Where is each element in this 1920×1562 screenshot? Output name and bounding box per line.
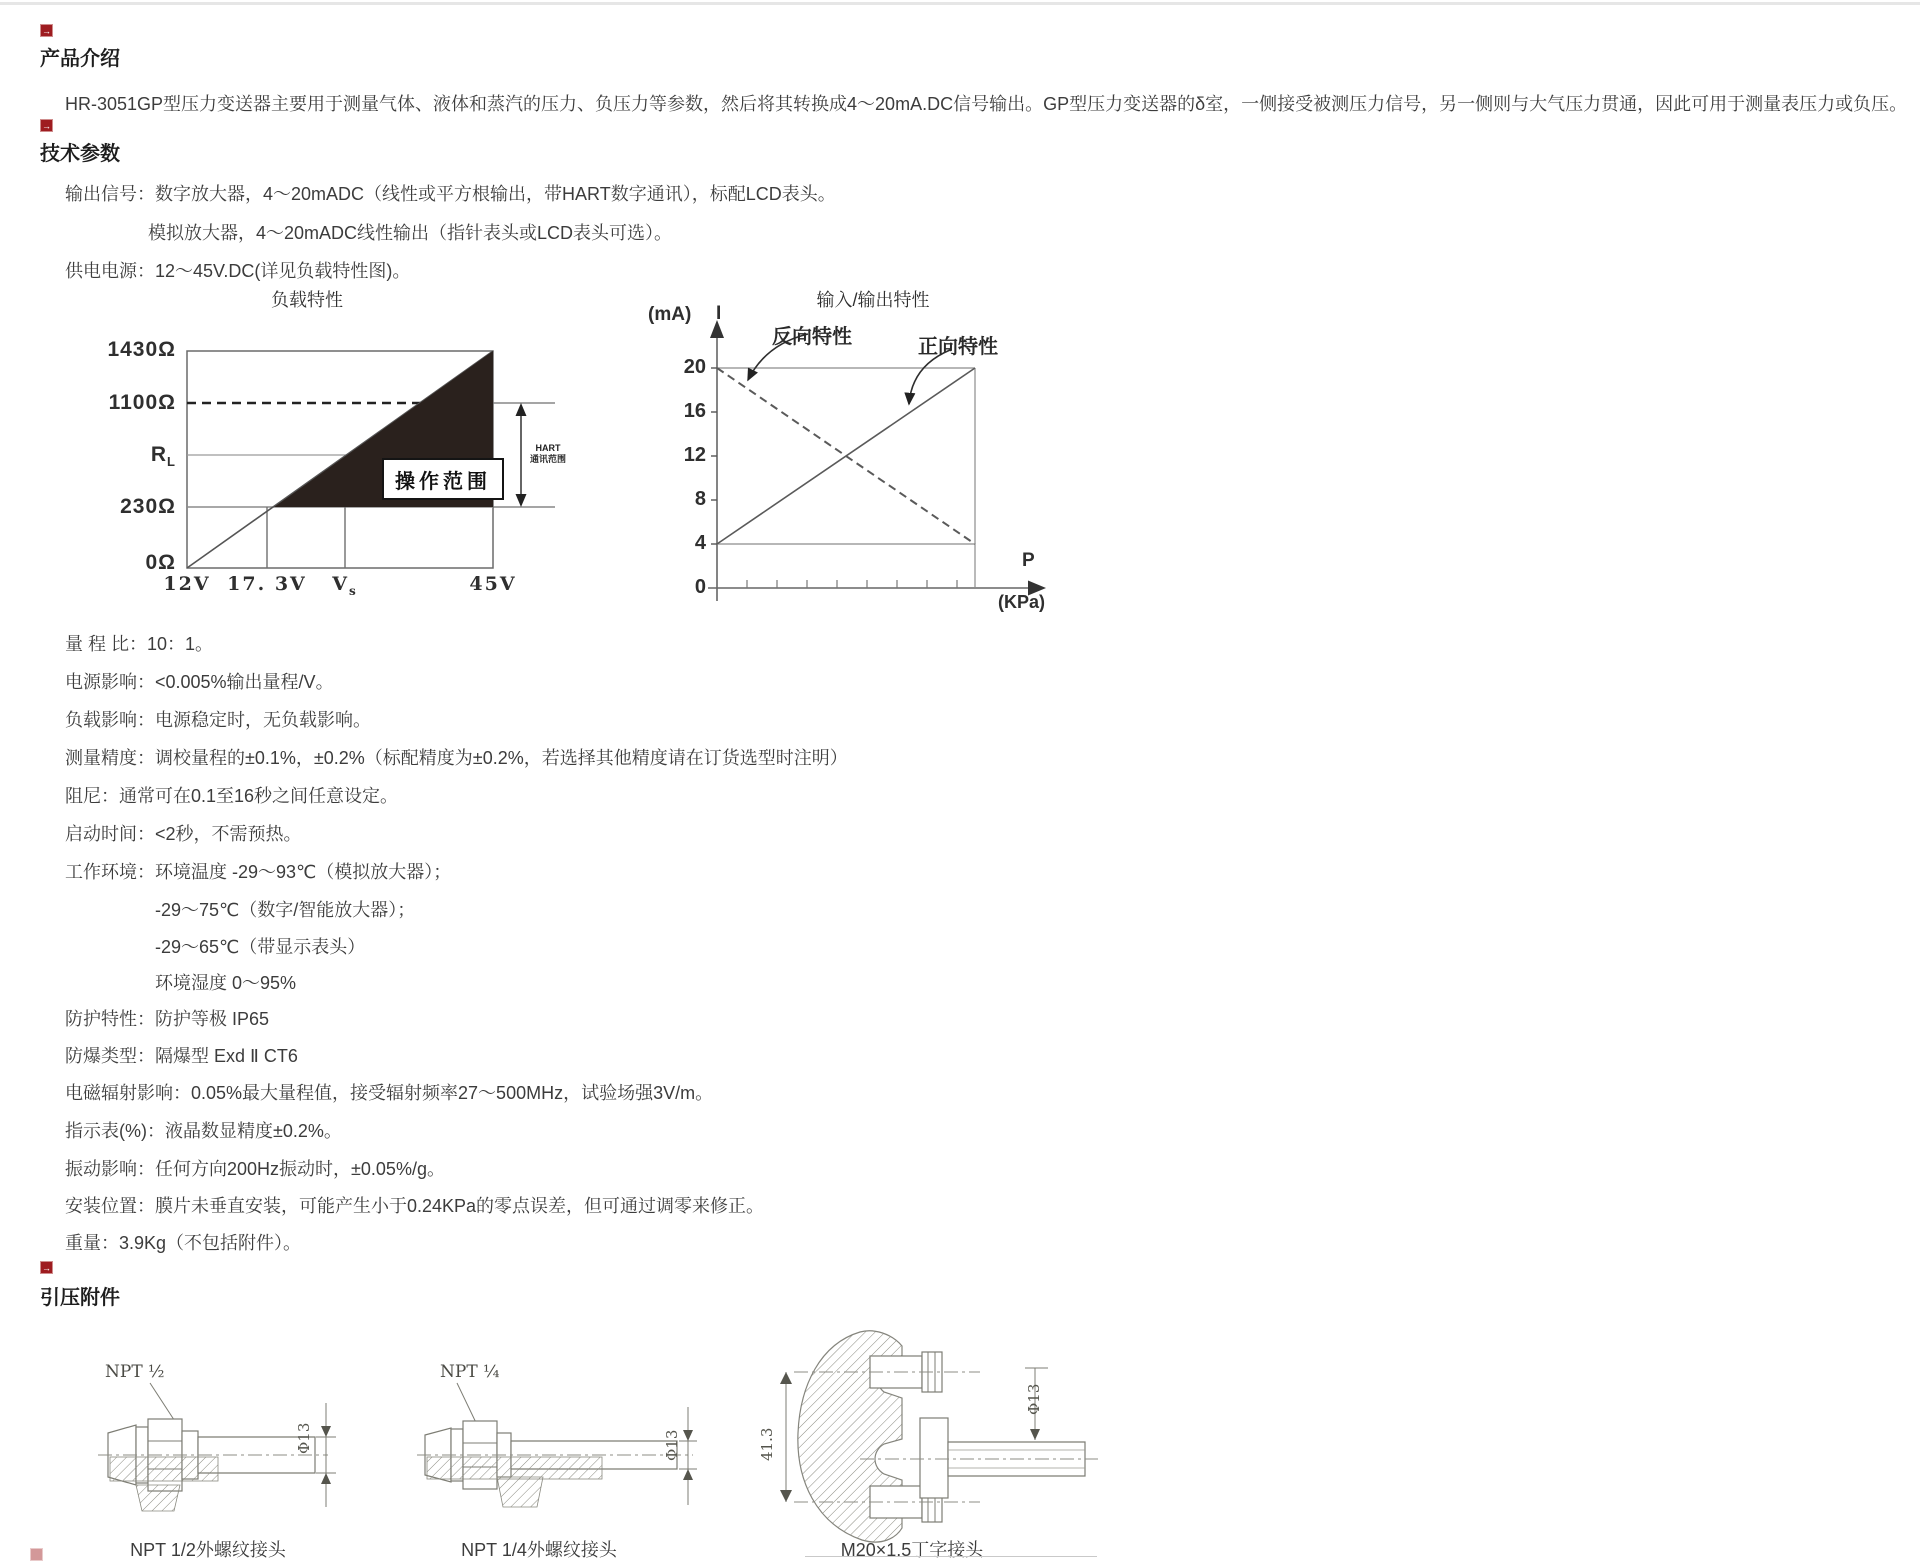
arrow-icon: → [42, 121, 51, 131]
load-ytick-0: 0Ω [145, 551, 176, 574]
spec-line: 电磁辐射影响：0.05%最大量程值，接受辐射频率27～500MHz，试验场强3V/m。 [65, 1083, 714, 1103]
load-chart-title: 负载特性 [271, 290, 343, 310]
spec-line: 振动影响：任何方向200Hz振动时，±0.05%/g。 [65, 1159, 445, 1179]
section-title-tech: 技术参数 [40, 143, 120, 165]
section-marker-icon [40, 24, 53, 37]
intro-paragraph: HR-3051GP型压力变送器主要用于测量气体、液体和蒸汽的压力、负压力等参数，然后将其转换成4～20mA.DC信号输出。GP型压力变送器的δ室，一侧接受被测压力信号，另一侧则与大气压力贯通，因此可用于测量表压力或负压。 [65, 94, 1908, 114]
page-top-rule [0, 2, 1920, 5]
diameter-dimension: Φ13 [1025, 1383, 1043, 1415]
section-marker-icon [40, 1261, 53, 1274]
section-title-fittings: 引压附件 [40, 1287, 120, 1309]
diameter-dimension: Φ13 [295, 1422, 313, 1454]
io-ytick-20: 20 [683, 356, 706, 378]
tech-line-output1: 输出信号：数字放大器，4～20mADC（线性或平方根输出，带HART数字通讯），标配LCD表头。 [65, 184, 836, 204]
load-xtick-vs: $V_s$ [332, 573, 358, 598]
spec-line: 防爆类型：隔爆型 Exd Ⅱ CT6 [65, 1046, 298, 1066]
io-ytick-4: 4 [694, 532, 706, 554]
spec-line: 防护特性：防护等极 IP65 [65, 1009, 270, 1029]
arrow-icon: → [42, 26, 51, 36]
io-y-axis-symbol: I [716, 303, 722, 324]
spec-line: 负载影响：电源稳定时，无负载影响。 [65, 710, 371, 730]
spec-line: 电源影响：<0.005%输出量程/V。 [65, 672, 334, 692]
load-ytick-230: 230Ω [120, 495, 176, 518]
spec-line: 量 程 比：10：1。 [65, 634, 214, 654]
io-y-unit-label: (mA) [648, 304, 692, 325]
load-chart-canvas [180, 345, 570, 585]
io-ytick-8: 8 [694, 488, 706, 510]
fitting-caption-npt14: NPT 1/4外螺纹接头 [461, 1540, 617, 1560]
spec-line: 工作环境：环境温度 -29～93℃（模拟放大器）； [65, 862, 452, 882]
load-xtick-45v: 45V [469, 573, 517, 595]
io-ytick-0: 0 [694, 576, 706, 598]
fitting-caption-m20: M20×1.5丁字接头 [840, 1540, 984, 1560]
tech-line-output2: 模拟放大器，4～20mADC线性输出（指针表头或LCD表头可选）。 [148, 223, 673, 243]
load-ytick-1100: 1100Ω [108, 391, 176, 414]
fitting-drawing-m20 [770, 1328, 1100, 1548]
section-title-intro: 产品介绍 [40, 48, 120, 70]
fitting-caption-npt12: NPT 1/2外螺纹接头 [130, 1540, 286, 1560]
operating-range-label: 操作范围 [382, 458, 504, 500]
caption-rule [805, 1556, 1097, 1557]
fitting-callout-npt12: NPT ½ [105, 1362, 165, 1382]
height-dimension: 41.3 [758, 1427, 776, 1461]
load-ytick-rl: $R_L$ [150, 443, 176, 470]
series-label-reverse: 反向特性 [772, 326, 852, 348]
spec-line: 环境湿度 0～95% [155, 973, 297, 993]
section-marker-icon [40, 119, 53, 132]
hart-range-note: HART 通讯范围 [529, 443, 566, 464]
spec-line: -29～75℃（数字/智能放大器）； [155, 900, 416, 920]
io-chart-title: 输入/输出特性 [816, 290, 930, 310]
io-ytick-16: 16 [683, 400, 706, 422]
load-ytick-1430: 1430Ω [107, 338, 176, 361]
load-xtick-17v: 17. 3V [227, 573, 307, 595]
tech-line-power: 供电电源：12～45V.DC(详见负载特性图)。 [65, 261, 411, 281]
arrow-icon: → [42, 1263, 51, 1273]
spec-line: 阻尼：通常可在0.1至16秒之间任意设定。 [65, 786, 399, 806]
spec-line: 指示表(%)：液晶数显精度±0.2%。 [65, 1121, 342, 1141]
io-ytick-12: 12 [683, 444, 706, 466]
section-marker-icon [30, 1548, 43, 1561]
io-x-axis-symbol: P [1022, 550, 1035, 571]
series-label-forward: 正向特性 [918, 336, 998, 358]
io-x-unit-label: (KPa) [998, 592, 1046, 612]
load-xtick-12v: 12V [163, 573, 211, 595]
spec-line: 安装位置：膜片未垂直安装，可能产生小于0.24KPa的零点误差，但可通过调零来修正。 [65, 1196, 765, 1216]
spec-line: 启动时间：<2秒，不需预热。 [65, 824, 302, 844]
spec-line: 重量：3.9Kg（不包括附件）。 [65, 1233, 302, 1253]
spec-line: -29～65℃（带显示表头） [155, 937, 366, 957]
fitting-callout-npt14: NPT ¼ [440, 1362, 500, 1382]
diameter-dimension: Φ13 [663, 1429, 681, 1461]
spec-line: 测量精度：调校量程的±0.1%，±0.2%（标配精度为±0.2%，若选择其他精度请在订货选型时注明） [65, 748, 848, 768]
